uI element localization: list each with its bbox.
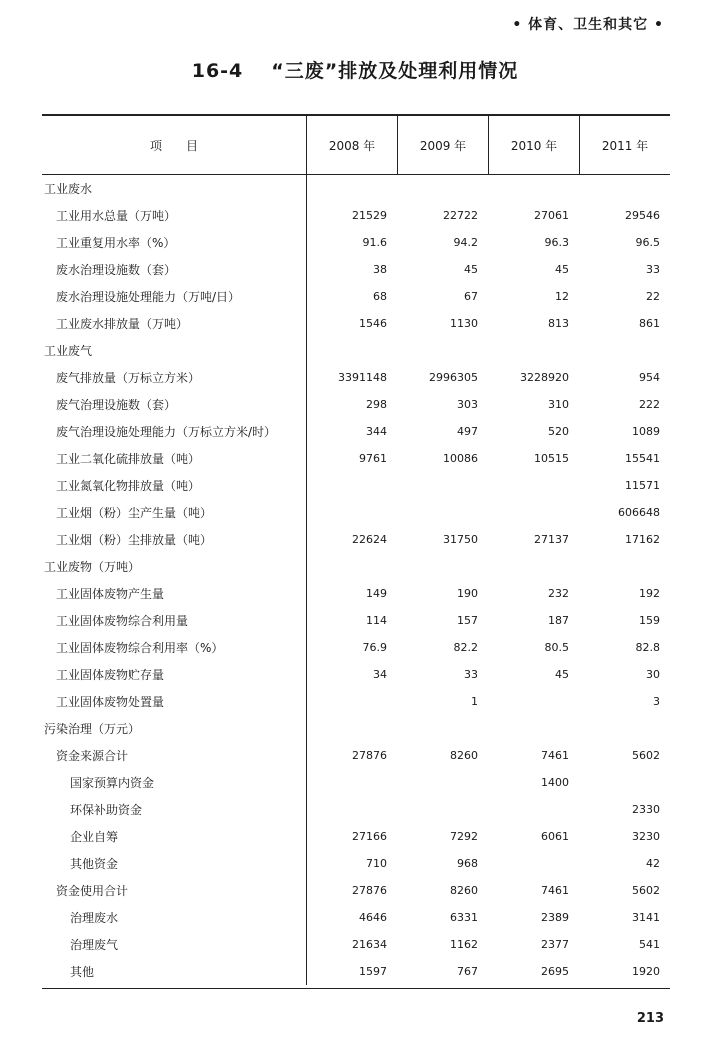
cell-2010: 1400 [541, 776, 569, 789]
table-section-row [42, 553, 670, 580]
column-header-2009: 2009 年 [397, 116, 488, 174]
cell-2008: 149 [366, 587, 387, 600]
table-row [42, 823, 670, 850]
cell-2008: 1597 [359, 965, 387, 978]
cell-2009: 82.2 [453, 641, 478, 654]
cell-2009: 6331 [450, 911, 478, 924]
cell-2010: 6061 [541, 830, 569, 843]
column-header-2008: 2008 年 [306, 116, 397, 174]
section-header: • 体育、卫生和其它 • [512, 17, 664, 33]
table-row [42, 904, 670, 931]
cell-2011: 11571 [625, 479, 660, 492]
table-row [42, 229, 670, 256]
row-label: 资金使用合计 [56, 884, 129, 898]
table-bottom-rule [42, 988, 670, 989]
row-label: 其他资金 [70, 857, 119, 871]
cell-2009: 94.2 [453, 236, 478, 249]
cell-2009: 8260 [450, 884, 478, 897]
cell-2011: 15541 [625, 452, 660, 465]
cell-2010: 3228920 [520, 371, 569, 384]
row-label: 废水治理设施处理能力（万吨/日） [56, 290, 241, 304]
cell-2011: 3 [653, 695, 660, 708]
cell-2008: 1546 [359, 317, 387, 330]
cell-2009: 1130 [450, 317, 478, 330]
table-row [42, 661, 670, 688]
cell-2010: 10515 [534, 452, 569, 465]
table-row [42, 688, 670, 715]
table-row [42, 931, 670, 958]
table-row [42, 364, 670, 391]
cell-2008: 4646 [359, 911, 387, 924]
page-title [0, 56, 710, 83]
column-divider [306, 175, 307, 985]
cell-2008: 3391148 [338, 371, 387, 384]
cell-2008: 9761 [359, 452, 387, 465]
cell-2009: 31750 [443, 533, 478, 546]
row-label: 废水治理设施数（套） [56, 263, 177, 277]
row-label: 工业废物（万吨） [44, 560, 141, 574]
row-label: 工业废气 [44, 344, 93, 358]
table-row [42, 310, 670, 337]
table-row [42, 526, 670, 553]
row-label: 工业用水总量（万吨） [56, 209, 177, 223]
row-label: 工业烟（粉）尘产生量（吨） [56, 506, 213, 520]
table-row [42, 499, 670, 526]
row-label: 工业重复用水率（%） [56, 236, 176, 250]
cell-2011: 42 [646, 857, 660, 870]
cell-2011: 3230 [632, 830, 660, 843]
table-row [42, 850, 670, 877]
row-label: 废气排放量（万标立方米） [56, 371, 201, 385]
cell-2009: 157 [457, 614, 478, 627]
table-title: “三废”排放及处理利用情况 [271, 60, 519, 82]
cell-2009: 7292 [450, 830, 478, 843]
table-row [42, 445, 670, 472]
table-row [42, 580, 670, 607]
cell-2010: 520 [548, 425, 569, 438]
table-row [42, 256, 670, 283]
row-label: 工业固体废物处置量 [56, 695, 165, 709]
row-label: 其他 [70, 965, 95, 979]
table-row [42, 391, 670, 418]
table-row [42, 472, 670, 499]
cell-2011: 2330 [632, 803, 660, 816]
row-label: 工业废水 [44, 182, 93, 196]
cell-2011: 30 [646, 668, 660, 681]
cell-2009: 1162 [450, 938, 478, 951]
row-label: 环保补助资金 [70, 803, 143, 817]
row-label: 污染治理（万元） [44, 722, 141, 736]
cell-2009: 968 [457, 857, 478, 870]
cell-2010: 45 [555, 668, 569, 681]
cell-2011: 1920 [632, 965, 660, 978]
table-row [42, 283, 670, 310]
cell-2009: 190 [457, 587, 478, 600]
row-label: 工业氮氧化物排放量（吨） [56, 479, 201, 493]
cell-2010: 232 [548, 587, 569, 600]
cell-2010: 7461 [541, 749, 569, 762]
cell-2008: 34 [373, 668, 387, 681]
row-label: 工业固体废物综合利用量 [56, 614, 189, 628]
cell-2010: 7461 [541, 884, 569, 897]
table-header-row [42, 116, 670, 175]
cell-2010: 27061 [534, 209, 569, 222]
row-label: 治理废水 [70, 911, 119, 925]
cell-2009: 45 [464, 263, 478, 276]
cell-2010: 187 [548, 614, 569, 627]
cell-2009: 497 [457, 425, 478, 438]
cell-2011: 1089 [632, 425, 660, 438]
cell-2010: 2695 [541, 965, 569, 978]
cell-2008: 27166 [352, 830, 387, 843]
cell-2009: 767 [457, 965, 478, 978]
column-header-2010: 2010 年 [488, 116, 579, 174]
cell-2011: 22 [646, 290, 660, 303]
cell-2009: 33 [464, 668, 478, 681]
cell-2011: 17162 [625, 533, 660, 546]
cell-2011: 541 [639, 938, 660, 951]
cell-2011: 33 [646, 263, 660, 276]
cell-2008: 27876 [352, 884, 387, 897]
cell-2010: 2377 [541, 938, 569, 951]
cell-2009: 67 [464, 290, 478, 303]
cell-2011: 82.8 [635, 641, 660, 654]
cell-2008: 298 [366, 398, 387, 411]
table-body [42, 175, 670, 985]
cell-2009: 1 [471, 695, 478, 708]
cell-2011: 5602 [632, 884, 660, 897]
cell-2009: 8260 [450, 749, 478, 762]
data-table [42, 114, 670, 989]
table-row [42, 634, 670, 661]
cell-2010: 96.3 [544, 236, 569, 249]
page-number: 213 [636, 1011, 664, 1026]
table-row [42, 202, 670, 229]
table-row [42, 877, 670, 904]
cell-2008: 91.6 [362, 236, 387, 249]
table-section-row [42, 715, 670, 742]
cell-2009: 10086 [443, 452, 478, 465]
cell-2009: 2996305 [429, 371, 478, 384]
row-label: 废气治理设施数（套） [56, 398, 177, 412]
table-section-row [42, 175, 670, 202]
cell-2011: 861 [639, 317, 660, 330]
cell-2011: 5602 [632, 749, 660, 762]
cell-2010: 80.5 [544, 641, 569, 654]
cell-2008: 710 [366, 857, 387, 870]
cell-2008: 21529 [352, 209, 387, 222]
column-header-item: 项 目 [149, 138, 198, 153]
cell-2011: 96.5 [635, 236, 660, 249]
cell-2010: 12 [555, 290, 569, 303]
table-row [42, 742, 670, 769]
table-number: 16-4 [191, 60, 244, 82]
row-label: 工业固体废物贮存量 [56, 668, 165, 682]
column-header-2011: 2011 年 [579, 116, 670, 174]
row-label: 企业自筹 [70, 830, 119, 844]
table-section-row [42, 337, 670, 364]
cell-2011: 222 [639, 398, 660, 411]
cell-2011: 954 [639, 371, 660, 384]
cell-2008: 114 [366, 614, 387, 627]
table-row [42, 769, 670, 796]
cell-2008: 68 [373, 290, 387, 303]
cell-2009: 22722 [443, 209, 478, 222]
table-row [42, 607, 670, 634]
cell-2008: 22624 [352, 533, 387, 546]
cell-2011: 192 [639, 587, 660, 600]
row-label: 国家预算内资金 [70, 776, 155, 790]
table-row [42, 796, 670, 823]
row-label: 工业固体废物综合利用率（%） [56, 641, 224, 655]
row-label: 资金来源合计 [56, 749, 129, 763]
cell-2011: 3141 [632, 911, 660, 924]
row-label: 治理废气 [70, 938, 119, 952]
cell-2009: 303 [457, 398, 478, 411]
cell-2008: 21634 [352, 938, 387, 951]
cell-2010: 310 [548, 398, 569, 411]
cell-2010: 45 [555, 263, 569, 276]
row-label: 工业废水排放量（万吨） [56, 317, 189, 331]
cell-2008: 344 [366, 425, 387, 438]
cell-2011: 606648 [618, 506, 660, 519]
cell-2008: 27876 [352, 749, 387, 762]
row-label: 废气治理设施处理能力（万标立方米/时） [56, 425, 277, 439]
row-label: 工业烟（粉）尘排放量（吨） [56, 533, 213, 547]
cell-2008: 38 [373, 263, 387, 276]
cell-2008: 76.9 [362, 641, 387, 654]
cell-2010: 813 [548, 317, 569, 330]
cell-2010: 27137 [534, 533, 569, 546]
cell-2011: 29546 [625, 209, 660, 222]
cell-2010: 2389 [541, 911, 569, 924]
table-row [42, 418, 670, 445]
table-row [42, 958, 670, 985]
cell-2011: 159 [639, 614, 660, 627]
row-label: 工业固体废物产生量 [56, 587, 165, 601]
row-label: 工业二氧化硫排放量（吨） [56, 452, 201, 466]
